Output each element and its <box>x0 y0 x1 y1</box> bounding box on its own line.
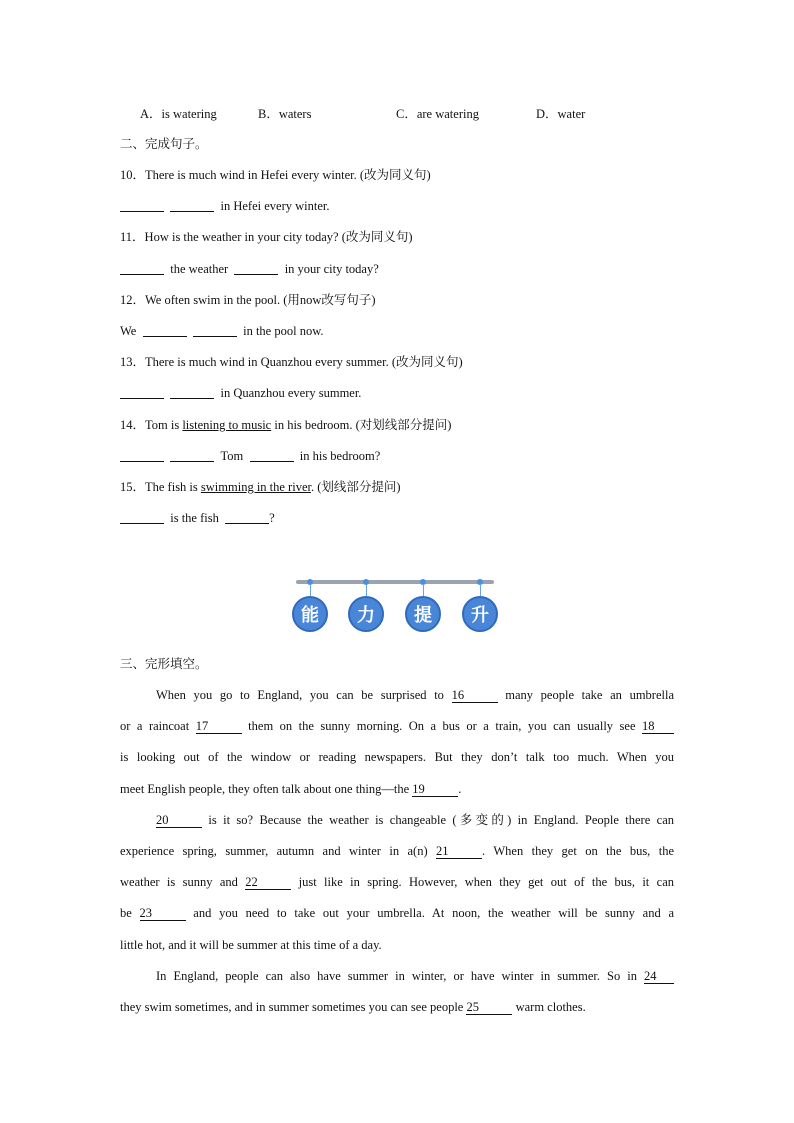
blank[interactable] <box>170 199 214 212</box>
cloze-blank-16[interactable]: 16 <box>452 688 498 703</box>
cloze-text: In England, people can also have summer in winter, or have winter in summer. So in <box>156 969 644 983</box>
cloze-line <box>120 843 674 859</box>
answer-line-14 <box>120 448 380 464</box>
blank[interactable] <box>234 262 278 275</box>
question-15 <box>120 479 401 495</box>
answer-line-10 <box>120 198 329 214</box>
cloze-line <box>120 905 674 921</box>
option-a[interactable]: A．is watering <box>140 107 217 121</box>
cloze-blank-18[interactable]: 18 <box>642 719 674 734</box>
cloze-text: or a raincoat <box>120 719 196 733</box>
cloze-blank-17[interactable]: 17 <box>196 719 242 734</box>
question-12: 12．We often swim in the pool. (用now改写句子) <box>120 293 376 307</box>
cloze-text: meet English people, they often talk about one thing—the <box>120 782 413 796</box>
cloze-text: and you need to take out your umbrella. At noon, the weather will be sunny and a <box>185 906 674 920</box>
cloze-blank-23[interactable]: 23 <box>140 906 186 921</box>
ability-improvement-banner <box>292 576 498 636</box>
underlined-phrase: listening to music <box>182 418 272 432</box>
answer-options <box>140 104 640 120</box>
cloze-text: . <box>458 782 462 796</box>
underlined-phrase: swimming in the river <box>200 480 311 494</box>
question-text: 14．Tom is <box>120 418 183 432</box>
answer-text: Tom <box>220 449 244 463</box>
cloze-line <box>156 968 674 984</box>
section-heading-complete-sentences: 二、完成句子。 <box>120 137 208 151</box>
answer-text: is the fish <box>170 511 219 525</box>
banner-stem <box>423 584 424 596</box>
cloze-blank-20[interactable]: 20 <box>156 813 202 828</box>
banner-stem <box>480 584 481 596</box>
blank[interactable] <box>120 262 164 275</box>
cloze-line <box>156 687 674 703</box>
answer-text: in Hefei every winter. <box>220 199 330 213</box>
cloze-line <box>120 874 674 890</box>
answer-text: in your city today? <box>284 262 379 276</box>
blank[interactable] <box>120 386 164 399</box>
question-text: 15．The fish is <box>120 480 201 494</box>
cloze-text: When you go to England, you can be surprised to <box>156 688 452 702</box>
option-d[interactable]: D．water <box>536 107 586 121</box>
cloze-blank-25[interactable]: 25 <box>466 1000 512 1015</box>
cloze-text: weather is sunny and <box>120 875 246 889</box>
answer-line-15 <box>120 510 275 526</box>
question-text: . (划线部分提问) <box>310 480 401 494</box>
cloze-text: be <box>120 906 140 920</box>
banner-char: 升 <box>462 596 498 632</box>
question-14 <box>120 417 451 433</box>
banner-char: 提 <box>405 596 441 632</box>
banner-rail <box>296 580 494 584</box>
banner-char: 力 <box>348 596 384 632</box>
cloze-line: is looking out of the window or reading newspapers. But they don’t talk too much. When you <box>120 750 674 764</box>
cloze-text: just like in spring. However, when they get out of the bus, it can <box>291 875 674 889</box>
cloze-line <box>120 718 674 734</box>
answer-line-11 <box>120 261 379 277</box>
cloze-line: little hot, and it will be summer at this time of a day. <box>120 938 382 952</box>
option-b[interactable]: B．waters <box>258 107 312 121</box>
cloze-text: they swim sometimes, and in summer sometimes you can see people <box>120 1000 467 1014</box>
answer-text: in the pool now. <box>243 324 324 338</box>
blank[interactable] <box>120 199 164 212</box>
cloze-text: experience spring, summer, autumn and winter in a(n) <box>120 844 437 858</box>
blank[interactable] <box>250 449 294 462</box>
answer-line-12 <box>120 323 324 339</box>
cloze-line <box>120 999 674 1015</box>
cloze-text: many people take an umbrella <box>497 688 674 702</box>
answer-line-13 <box>120 385 361 401</box>
banner-stem <box>366 584 367 596</box>
cloze-line <box>156 812 674 828</box>
question-10: 10．There is much wind in Hefei every winter. (改为同义句) <box>120 168 431 182</box>
question-13: 13．There is much wind in Quanzhou every summer. (改为同义句) <box>120 355 463 369</box>
answer-text: We <box>120 324 137 338</box>
cloze-text: them on the sunny morning. On a bus or a train, you can usually see <box>241 719 642 733</box>
blank[interactable] <box>120 449 164 462</box>
section-heading-cloze: 三、完形填空。 <box>120 657 208 671</box>
banner-char: 能 <box>292 596 328 632</box>
answer-text: ? <box>269 511 275 525</box>
question-11: 11．How is the weather in your city today? (改为同义句) <box>120 230 413 244</box>
cloze-text: is it so? Because the weather is changeable (多变的) in England. People there can <box>202 813 674 827</box>
blank[interactable] <box>170 386 214 399</box>
blank[interactable] <box>193 324 237 337</box>
cloze-blank-24[interactable]: 24 <box>644 969 674 984</box>
blank[interactable] <box>143 324 187 337</box>
question-text: in his bedroom. (对划线部分提问) <box>271 418 452 432</box>
answer-text: in Quanzhou every summer. <box>220 386 362 400</box>
cloze-text: warm clothes. <box>512 1000 586 1014</box>
cloze-text: . When they get on the bus, the <box>482 844 674 858</box>
cloze-blank-22[interactable]: 22 <box>245 875 291 890</box>
cloze-line <box>120 781 674 797</box>
blank[interactable] <box>225 511 269 524</box>
answer-text: in his bedroom? <box>299 449 381 463</box>
blank[interactable] <box>170 449 214 462</box>
option-c[interactable]: C．are watering <box>396 107 479 121</box>
cloze-blank-19[interactable]: 19 <box>412 782 458 797</box>
answer-text: the weather <box>170 262 229 276</box>
cloze-blank-21[interactable]: 21 <box>436 844 482 859</box>
banner-stem <box>310 584 311 596</box>
blank[interactable] <box>120 511 164 524</box>
